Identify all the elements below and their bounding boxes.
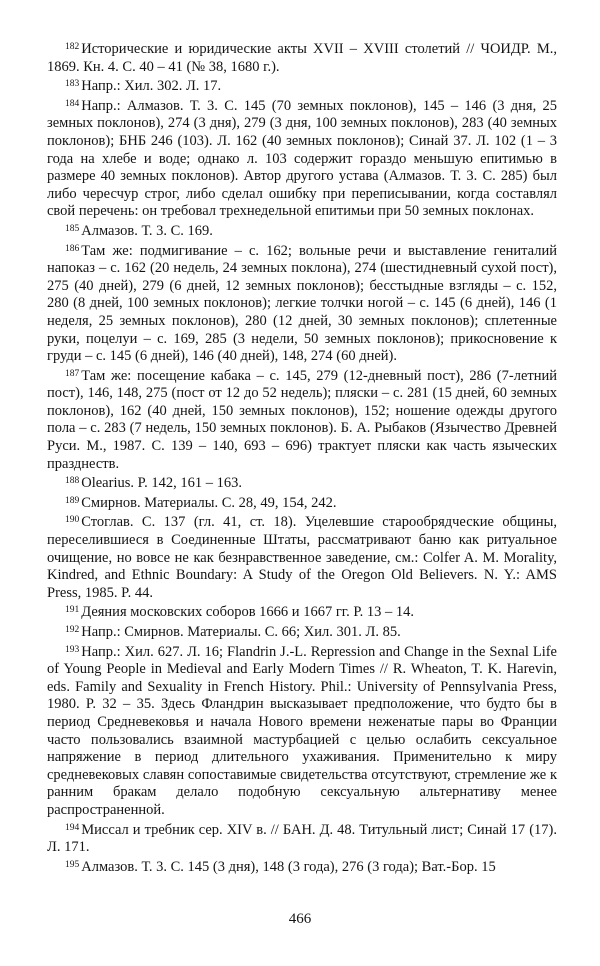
footnote-191	[47, 602, 557, 622]
footnote-text: Там же: подмигивание – с. 162; вольные речи и выставление гениталий напоказ – с. 162 (20 недель, 24 земных поклона), 274 (шестидневный сухой пост), 275 (40 дней), 279 (6 дней, 12 земных поклонов); бесстыдные взгляды – с. 152, 280 (8 дней, 100 земных поклонов); легкие толчки ногой – с. 145 (6 дней), 146 (1 неделя, 25 земных поклонов), 280 (12 дней, 30 земных поклонов); сплетенные руки, поцелуи – с. 169, 285 (3 недели, 50 земных поклонов); прикосновение к груди – с. 145 (6 дней), 146 (40 дней), 148, 274 (60 дней).	[47, 242, 557, 365]
footnote-text: Миссал и требник сер. XIV в. // БАН. Д. 48. Титульный лист; Синай 17 (17). Л. 171.	[47, 821, 557, 856]
footnote-189	[47, 493, 557, 513]
footnote-number: 194	[65, 822, 80, 833]
footnote-text: Алмазов. Т. 3. С. 145 (3 дня), 148 (3 года), 276 (3 года); Ват.-Бор. 15	[81, 858, 496, 875]
footnote-187	[47, 366, 557, 474]
footnote-number: 193	[65, 644, 80, 655]
footnote-text: Там же: посещение кабака – с. 145, 279 (12-дневный пост), 286 (7-летний пост), 146, 148, 275 (пост от 12 до 52 недель); пляски – с. 281 (15 дней, 60 земных поклонов), 162 (40 дней, 150 земных поклонов), 152; ношение одежды другого пола – с. 283 (7 недель, 150 земных поклонов). Б. А. Рыбаков (Язычество Древней Руси. М., 1987. С. 139 – 140, 693 – 696) трактует пляски как часть языческих празднеств.	[47, 367, 557, 472]
footnote-192	[47, 622, 557, 642]
footnote-text: Алмазов. Т. 3. С. 169.	[81, 222, 213, 239]
footnote-number: 184	[65, 98, 80, 109]
footnote-number: 195	[65, 859, 80, 870]
footnote-188	[47, 473, 557, 493]
page-number: 466	[288, 911, 312, 927]
footnote-text: Смирнов. Материалы. С. 28, 49, 154, 242.	[81, 494, 337, 511]
footnote-193	[47, 642, 557, 820]
footnote-text: Напр.: Алмазов. Т. 3. С. 145 (70 земных поклонов), 145 – 146 (3 дня, 25 земных поклонов), 274 (3 дня), 279 (3 дня, 100 земных поклонов), 283 (40 земных поклонов); БНБ 246 (103). Л. 162 (40 земных поклонов); Синай 37. Л. 102 (1 – 3 года на хлебе и воде; однако л. 103 содержит гораздо меньшую епитимью в размере 40 земных поклонов). Автор другого устава (Алмазов. Т. 3. С. 285) был либо чересчур строг, либо сделал ошибку при переписывании, когда составлял свой перечень: он требовал трехнедельной епитимьи при 50 земных поклонах.	[47, 97, 557, 220]
footnote-text: Напр.: Смирнов. Материалы. С. 66; Хил. 301. Л. 85.	[81, 624, 401, 640]
footnote-text: Стоглав. С. 137 (гл. 41, ст. 18). Уцелевшие старообрядческие общины, переселившиеся в Соединенные Штаты, рассматривают баню как ритуальное очищение, но вовсе не как безнравственное заведение, см.: Colfer A. M. Morality, Kindred, and Ethnic Boundary: A Study of the Oregon Old Believers. N. Y.: AMS Press, 1985. P. 44.	[47, 514, 557, 601]
footnote-184	[47, 96, 557, 221]
footnote-183	[47, 76, 557, 96]
footnote-text: Напр.: Хил. 302. Л. 17.	[81, 78, 222, 95]
footnote-194	[47, 820, 557, 857]
footnote-186	[47, 241, 557, 366]
footnote-text: Деяния московских соборов 1666 и 1667 гг. Р. 13 – 14.	[81, 604, 414, 621]
footnote-number: 185	[65, 223, 80, 234]
footnote-number: 192	[65, 625, 80, 635]
footnote-number: 188	[65, 476, 80, 487]
footnote-number: 187	[65, 368, 80, 379]
footnote-number: 183	[65, 79, 80, 90]
footnotes-block	[47, 39, 557, 876]
footnote-number: 189	[65, 495, 80, 506]
footnote-text: Исторические и юридические акты XVII – XVIII столетий // ЧОИДР. М., 1869. Кн. 4. С. 40 – 41 (№ 38, 1680 г.).	[47, 41, 557, 75]
footnote-number: 191	[65, 605, 80, 616]
footnote-number: 190	[65, 515, 80, 526]
footnote-number: 182	[65, 42, 80, 52]
footnote-190	[47, 512, 557, 602]
footnote-185	[47, 221, 557, 241]
footnote-number: 186	[65, 243, 80, 254]
footnote-195	[47, 857, 557, 877]
footnote-text: Olearius. P. 142, 161 – 163.	[81, 475, 242, 492]
footnote-182	[47, 39, 557, 76]
footnote-text: Напр.: Хил. 627. Л. 16; Flandrin J.-L. Repression and Change in the Sexnal Life of Young People in Medieval and Early Modern Times // R. Wheaton, T. K. Harevin, eds. Family and Sexuality in French History. Phil.: University of Pennsylvania Press, 1980. P. 32 – 35. Здесь Фландрин высказывает предположение, что будто бы в период Средневековья и начала Нового времени неженатые пары во Франции часто пользовались взаимной мастурбацией с целью ослабить сексуальное напряжение в период длительного ухаживания. Применительно к миру средневековых славян сопоставимые свидетельства отсутствуют, стремление же к ранним бракам делало подобную сексуальную альтернативу менее распространенной.	[47, 643, 557, 818]
